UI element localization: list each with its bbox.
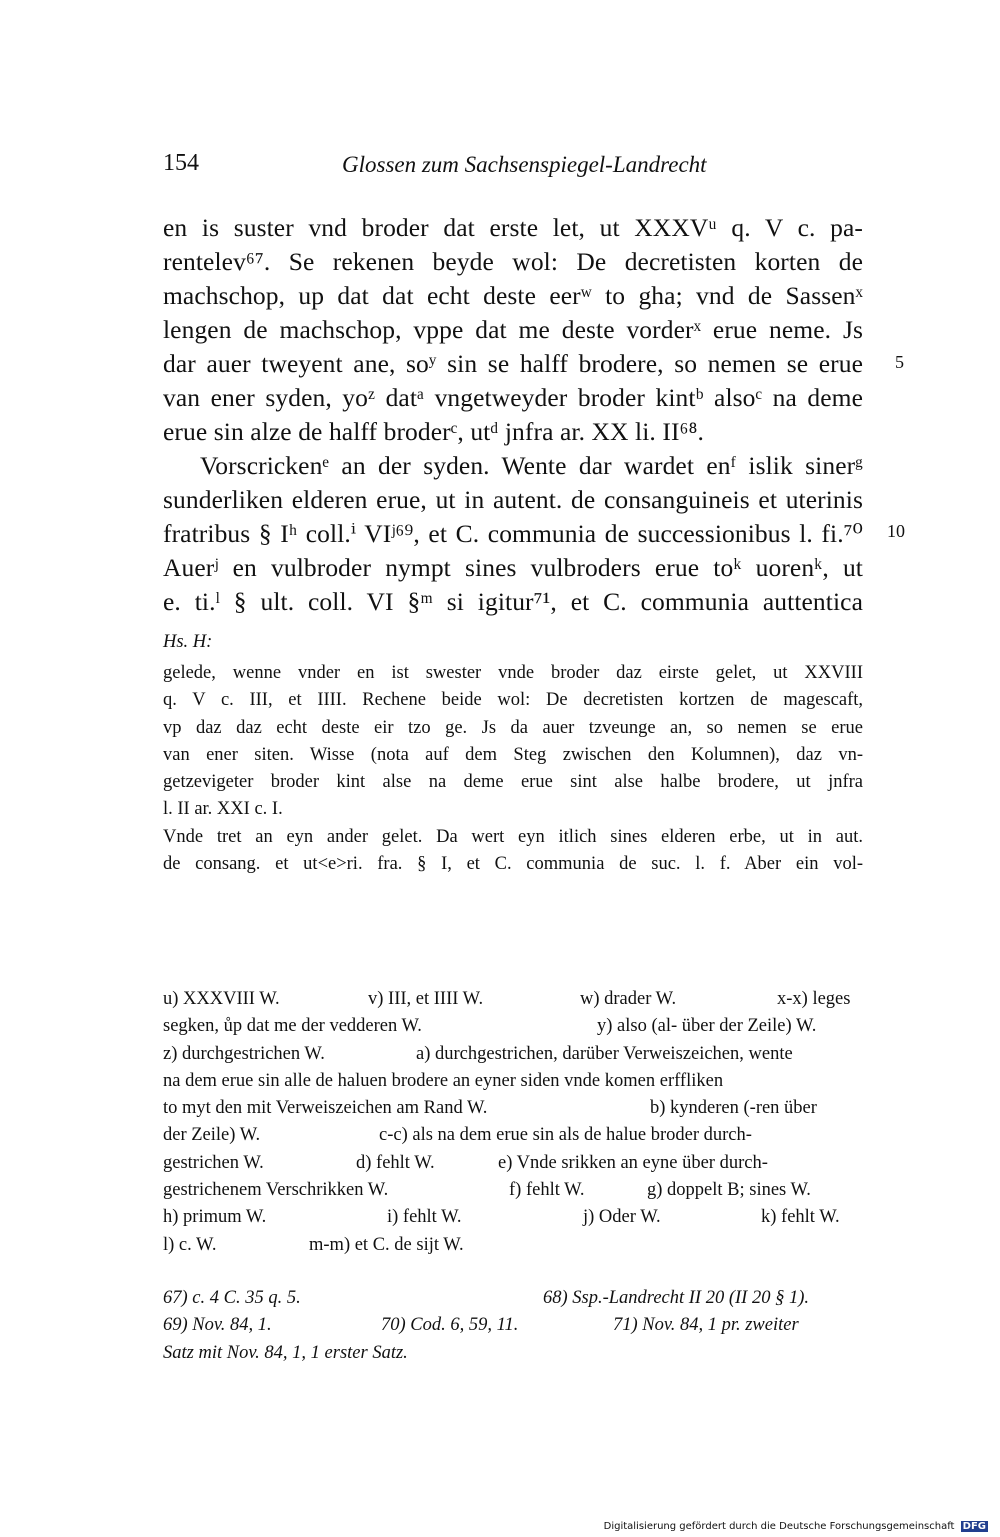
footnote-line (163, 1340, 863, 1367)
apparatus-entry: der Zeile) W. (163, 1125, 261, 1146)
apparatus-entry: l) c. W. (163, 1234, 217, 1255)
apparatus-entry: k) fehlt W. (761, 1207, 840, 1228)
gloss-line: vp daz daz echt deste eir tzo ge. Js da auer tzveunge an, so nemen se erue (163, 717, 863, 738)
gloss-line: Vnde tret an eyn ander gelet. Da wert eyn itlich sines elderen erbe, ut in aut. (163, 826, 863, 847)
main-text (163, 211, 863, 619)
apparatus-entry: gestrichenem Verschrikken W. (163, 1180, 389, 1201)
critical-apparatus (163, 986, 863, 1259)
apparatus-entry: y) also (al- über der Zeile) W. (597, 1016, 817, 1037)
gloss-line: l. II ar. XXI c. I. (163, 799, 283, 820)
main-line: van ener syden, yoᶻ datᵃ vngetweyder broder kintᵇ alsoᶜ na deme (163, 383, 863, 412)
apparatus-entry: b) kynderen (-ren über (650, 1098, 817, 1119)
footnote-entry: 68) Ssp.-Landrecht II 20 (II 20 § 1). (543, 1288, 809, 1308)
footer-text: Digitalisierung gefördert durch die Deutsche Forschungsgemeinschaft (603, 1521, 955, 1532)
apparatus-entry: h) primum W. (163, 1207, 267, 1228)
apparatus-entry: c-c) als na dem erue sin als de halue broder durch- (379, 1125, 752, 1146)
gloss-line: van ener siten. Wisse (nota auf dem Steg zwischen den Kolumnen), daz vn- (163, 744, 863, 765)
main-line: machschop, up dat dat echt deste eerʷ to gha; vnd de Sassenˣ (163, 281, 863, 310)
apparatus-entry: z) durchgestrichen W. (163, 1043, 325, 1064)
main-line: rentelev⁶⁷. Se rekenen beyde wol: De decretisten korten de (163, 247, 863, 276)
main-line: dar auer tweyent ane, soʸ sin se halff brodere, so nemen se erue (163, 349, 863, 378)
apparatus-line (163, 986, 863, 1013)
apparatus-line (163, 1204, 863, 1231)
apparatus-entry: j) Oder W. (583, 1207, 661, 1228)
apparatus-line (163, 1068, 863, 1095)
main-line: lengen de machschop, vppe dat me deste vorderˣ erue neme. Js (163, 315, 863, 344)
footnote-line (163, 1312, 863, 1339)
gloss-line: getzevigeter broder kint alse na deme erue sint alse halbe brodere, ut jnfra (163, 772, 863, 793)
main-line: e. ti.ˡ § ult. coll. VI §ᵐ si igitur⁷¹, et C. communia auttentica (163, 587, 863, 616)
apparatus-entry: x-x) leges (777, 989, 851, 1009)
gloss-heading: Hs. H: (163, 632, 213, 652)
digitization-footer (604, 1521, 988, 1532)
main-line: en is suster vnd broder dat erste let, ut XXXVᵘ q. V c. pa- (163, 213, 863, 242)
gloss-line: de consang. et ut<e>ri. fra. § I, et C. communia de suc. l. f. Aber ein vol- (163, 854, 863, 875)
apparatus-entry: u) XXXVIII W. (163, 989, 280, 1009)
footnote-entry: Satz mit Nov. 84, 1, 1 erster Satz. (163, 1342, 408, 1363)
apparatus-entry: g) doppelt B; sines W. (647, 1180, 811, 1201)
main-line: sunderliken elderen erue, ut in autent. de consanguineis et uterinis (163, 485, 863, 514)
apparatus-entry: a) durchgestrichen, darüber Verweiszeichen, wente (416, 1043, 793, 1064)
apparatus-entry: e) Vnde srikken an eyne über durch- (498, 1152, 768, 1173)
gloss-line: q. V c. III, et IIII. Rechene beide wol: De decretisten kortzen de magescaft, (163, 690, 863, 711)
apparatus-line (163, 1232, 863, 1259)
main-line: Vorscrickenᵉ an der syden. Wente dar wardet enᶠ islik sinerᵍ (200, 451, 863, 480)
apparatus-entry: to myt den mit Verweiszeichen am Rand W. (163, 1098, 488, 1119)
dfg-logo: DFG (962, 1521, 986, 1532)
apparatus-entry: d) fehlt W. (356, 1152, 435, 1173)
apparatus-line (163, 1150, 863, 1177)
footnote-entry: 69) Nov. 84, 1. (163, 1315, 272, 1336)
gloss-line: gelede, wenne vnder en ist swester vnde broder daz eirste gelet, ut XXVIII (163, 663, 863, 683)
footnote-entry: 71) Nov. 84, 1 pr. zweiter (613, 1315, 799, 1336)
line-number: 10 (887, 521, 905, 541)
running-title: Glossen zum Sachsenspiegel-Landrecht (342, 152, 707, 177)
apparatus-line (163, 1095, 863, 1122)
footnote-entry: 67) c. 4 C. 35 q. 5. (163, 1288, 301, 1308)
apparatus-entry: na dem erue sin alle de haluen brodere an eyner siden vnde komen erffliken (163, 1070, 724, 1091)
main-line: Auerʲ en vulbroder nympt sines vulbroders erue toᵏ uorenᵏ, ut (163, 553, 863, 582)
main-line: erue sin alze de halff broderᶜ, utᵈ jnfra ar. XX li. II⁶⁸. (163, 417, 704, 446)
apparatus-entry: w) drader W. (580, 989, 677, 1009)
apparatus-entry: v) III, et IIII W. (368, 989, 484, 1009)
apparatus-line (163, 1177, 863, 1204)
apparatus-entry: segken, ůp dat me der vedderen W. (163, 1016, 422, 1037)
footnote-line (163, 1285, 863, 1312)
main-line: fratribus § Iʰ coll.ⁱ VIʲ⁶⁹, et C. communia de successionibus l. fi.⁷⁰ (163, 519, 863, 548)
apparatus-line (163, 1041, 863, 1068)
line-number: 5 (895, 352, 904, 372)
footnote-entry: 70) Cod. 6, 59, 11. (381, 1315, 519, 1336)
apparatus-line (163, 1122, 863, 1149)
apparatus-entry: f) fehlt W. (509, 1180, 585, 1201)
apparatus-entry: m-m) et C. de sijt W. (309, 1234, 464, 1255)
apparatus-line (163, 1013, 863, 1040)
footnotes (163, 1285, 863, 1367)
apparatus-entry: gestrichen W. (163, 1152, 264, 1173)
page-number: 154 (163, 150, 199, 176)
gloss-text (163, 660, 863, 878)
apparatus-entry: i) fehlt W. (387, 1207, 462, 1228)
